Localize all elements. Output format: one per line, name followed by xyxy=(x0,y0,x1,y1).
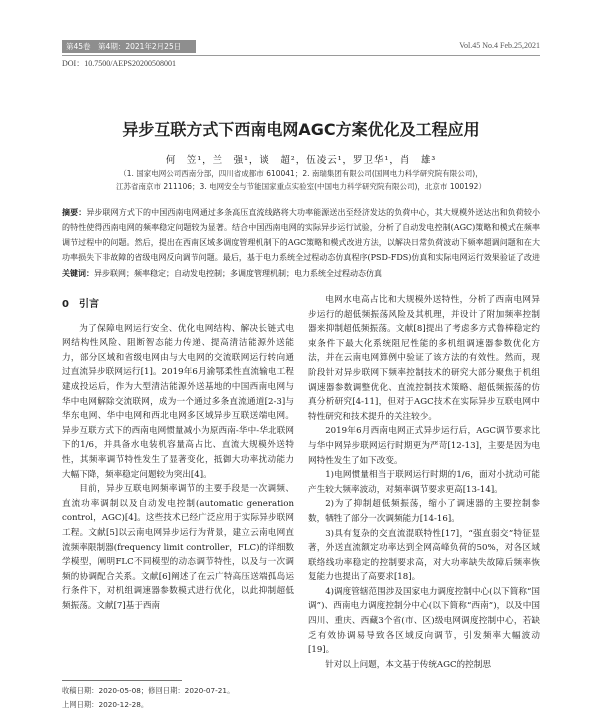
paragraph: 2019年6月西南电网正式异步运行后，AGC调节要求比与华中网异步联网运行时期更为严苛[12-13]，主要是因为电网特性发生了如下改变。 xyxy=(308,426,540,466)
footnote-received: 收稿日期：2020-05-08；修回日期：2020-07-21。 xyxy=(62,686,235,695)
paragraph: 1)电网惯量相当于联网运行时期的1/6，面对小扰动可能产生较大频率波动，对频率调节要求更高[13-14]。 xyxy=(308,470,540,495)
footnote-online: 上网日期：2020-12-28。 xyxy=(62,700,149,709)
abstract-text: 异步联网方式下的中国西南电网通过多条高压直流线路将大功率能源送出至经济发达的负荷中心，其大规模外送达出和负荷较小的特性使得西南电网的频率稳定问题较为显著。结合中国西南电网的实际异步运行试验，分析了自动发电控制(AGC)策略和模式在频率调节过程中的问题。然后，提出在西南区域多调度管理机制下的AGC策略和模式改进方法，以解决日常负荷波动下频率超调问题和在大功率损失下非故障的省级电网反向调节问题。最后，基于电力系统全过程动态仿真程序(PSD-FDS)仿真和实际电网运行效果验证了改进 xyxy=(62,208,540,262)
paragraph: 电网水电高占比和大规模外送特性，分析了西南电网异步运行的超低频振荡风险及其机理，并设计了附加频率控制器来抑制超低频振荡。文献[8]提出了考虑多方式鲁棒稳定约束条件下最大化系统阻尼性能的多机组调速器参数优化方法，并在云南电网算例中验证了该方法的有效性。然而，现阶段针对异步联网下频率控制技术的研究大部分聚焦于机组调速器参数调整优化、直流控制技术策略、超低频振荡的仿真分析研究[4-11]，但对于AGC技术在实际异步互联电网中特性研究和技术提升的关注较少。 xyxy=(308,295,540,422)
running-header xyxy=(62,40,540,54)
issue-label: 第45卷 第4期：2021年2月25日 xyxy=(62,40,196,53)
abstract-label: 摘要： xyxy=(62,208,87,217)
section-number: 0 xyxy=(62,299,69,310)
issue-label-en: Vol.45 No.4 Feb.25,2021 xyxy=(459,41,540,50)
keywords-label: 关键词： xyxy=(62,269,94,278)
paragraph: 目前，异步互联电网频率调节的主要手段是一次调频、直流功率调制以及自动发电控制(automatic generation control，AGC)[4]。这些技术已经广泛应用于实际异步联网工程。文献[5]以云南电网异步运行为背景，建立云南电网直流频率限制器(frequency limit controller，FLC)的详细数学模型，阐明FLC不同模型的动态调节特性，以及与一次调频的协调配合关系。文献[6]阐述了在云广特高压送端孤岛运行条件下，对机组调速器参数模式进行优化，以此抑制超低频振荡。文献[7]基于西南 xyxy=(62,484,294,611)
paragraph: 4)调度管辖范围涉及国家电力调度控制中心(以下简称“国调”)、西南电力调度控制分中心(以下简称“西南”)，以及中国四川、重庆、西藏3个省(市、区)级电网调度控制中心，若缺乏有效协调易导致各区域反向调节，引发频率大幅波动[19]。 xyxy=(308,586,540,656)
paragraph: 为了保障电网运行安全、优化电网结构、解决长链式电网结构性风险、阻断智态能力传递、提高清洁能源外送能力，部分区域和省级电网由与大电网的交流联网运行转向通过直流异步联网运行[1]。2019年6月渝鄂柔性直流输电工程建成投运后，作为大型清洁能源外送基地的中国西南电网与华中电网解除交流联网，成为一个通过多条直流通道[2-3]与华东电网、华中电网和西北电网多区域异步互联送端电网。异步互联方式下的西南电网惯量减小为原西南-华中-华北联网下的1/6，并具备水电装机容量高占比、直流大规模外送特性，其频率调节特性发生了显著变化，抵御大功率扰动能力大幅下降，频率稳定问题较为突出[4]。 xyxy=(62,323,294,480)
section-heading xyxy=(62,298,294,313)
author-list: 何 笠¹，兰 强¹，谈 超²，伍凌云¹，罗卫华¹，肖 雄³ xyxy=(165,155,437,166)
body-column-right xyxy=(308,293,540,723)
affiliation-line-2: 江苏省南京市 211106；3. 电网安全与节能国家重点实验室(中国电力科学研究院有限公司)，北京市 100192） xyxy=(116,182,486,191)
header-rule xyxy=(62,55,540,56)
paper-title: 异步互联方式下西南电网AGC方案优化及工程应用 xyxy=(122,120,480,139)
section-title: 引言 xyxy=(78,299,99,310)
paragraph: 3)具有复杂的交直流混联特性[17]，“强直弱交”特征显著，外送直流额定功率达到全网高峰负荷的50%，对各区域联络线功率稳定的控制要求高，对大功率缺失故障后频率恢复能力也提出了高要求[18]。 xyxy=(308,528,540,583)
abstract xyxy=(62,205,540,265)
affiliation-line-1: （1. 国家电网公司西南分部，四川省成都市 610041；2. 南瑞集团有限公司(国网电力科学研究院有限公司)， xyxy=(119,169,483,178)
doi: DOI：10.7500/AEPS20200508001 xyxy=(62,59,177,68)
keywords-text: 异步联网；频率稳定；自动发电控制；多调度管理机制；电力系统全过程动态仿真 xyxy=(94,269,382,278)
paragraph: 针对以上问题，本文基于传统AGC的控制思 xyxy=(325,659,491,670)
footnote-rule xyxy=(62,680,182,681)
paragraph: 2)为了抑制超低频振荡，缩小了调速器的主要控制参数，牺牲了部分一次调频能力[14-16]。 xyxy=(308,499,540,524)
body-column-left xyxy=(62,295,294,647)
keywords xyxy=(62,267,540,281)
